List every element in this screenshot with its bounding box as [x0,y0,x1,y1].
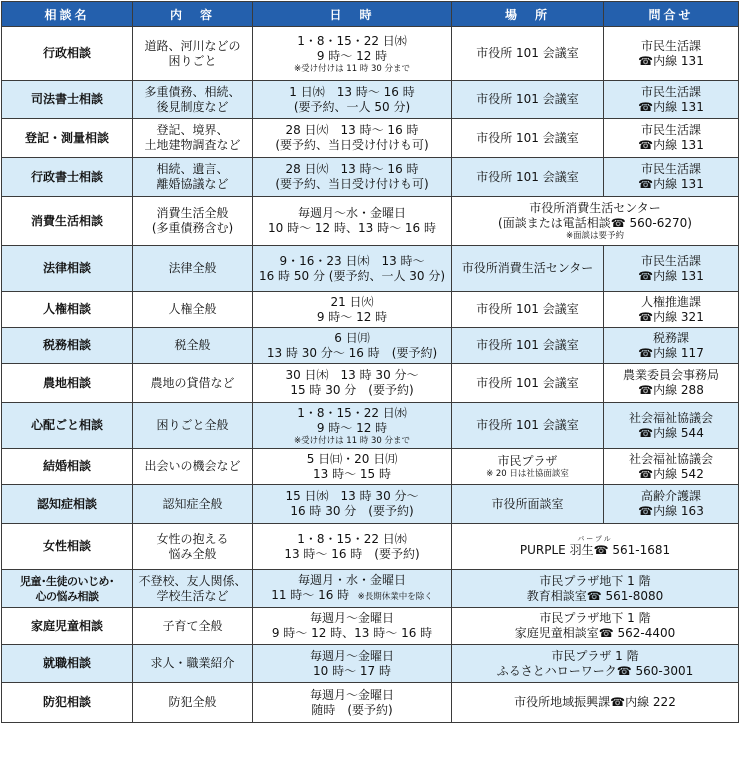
content-line: 登記、境界、 [156,123,229,137]
contact-line: 農業委員会事務局 [622,368,719,382]
consultation-contact [604,449,739,485]
header-place: 場 所 [452,2,604,27]
place-line: 市役所面談室 [491,496,564,511]
header-content: 内 容 [133,2,253,27]
datetime-line: 13 時～ 15 時 [313,466,391,481]
content-line: 多重債務、相続、 [144,84,241,99]
content-line: 消費生活全般 [156,206,229,220]
consultation-contact [604,27,739,81]
consultation-place [452,364,604,403]
content-line: 法律全般 [168,261,217,275]
header-datetime: 日 時 [253,2,452,27]
contact-line: 市民生活課 [640,123,701,137]
datetime-line: 10 時～ 17 時 [313,663,391,678]
consultation-name: 心配ごと相談 [2,403,133,449]
datetime-line: (要予約、一人 50 分) [293,99,411,114]
consultation-content [133,246,253,292]
content-line: 認知症全般 [162,496,223,511]
content-line: 後見制度など [156,99,229,114]
consultation-place [452,27,604,81]
consultation-name: 司法書士相談 [2,81,133,119]
content-line: 不登校、友人関係、 [138,573,247,588]
consultation-content [133,645,253,683]
consultation-content [133,119,253,158]
table-row [2,81,739,119]
consultation-datetime [253,570,452,608]
contact-line: ☎内線 131 [638,138,704,152]
consultation-content [133,197,253,246]
content-line: 離婚協議など [156,177,229,191]
consultation-datetime [253,246,452,292]
consultation-datetime [253,197,452,246]
contact-line: 社会福祉協議会 [628,410,713,425]
place-contact-line: 市民プラザ地下 1 階 [539,611,651,625]
place-contact-line: 市民プラザ 1 階 [551,648,639,663]
place-line: 市役所 101 会議室 [476,46,579,60]
contact-line: 市民生活課 [640,162,701,176]
consultation-content [133,683,253,723]
table-row [2,608,739,645]
contact-line: 市民生活課 [640,84,701,99]
datetime-line: 13 時～ 16 時 (要予約) [284,546,420,561]
datetime-line: (要予約、当日受け付けも可) [275,177,429,191]
datetime-line: (要予約、当日受け付けも可) [275,138,429,152]
consultation-name: 防犯相談 [2,683,133,723]
place-line: 市役所 101 会議室 [476,338,579,352]
consultation-place [452,485,604,524]
place-contact-line: 市民プラザ地下 1 階 [539,573,651,588]
datetime-line: 16 時 50 分 (要予約、一人 30 分) [258,268,446,283]
place-line: 市役所 101 会議室 [476,418,579,432]
place-line: 市役所 101 会議室 [476,169,579,184]
content-line: 道路、河川などの [144,38,241,53]
datetime-line: 28 日㈫ 13 時～ 16 時 [285,123,419,137]
consultation-schedule-table [1,1,739,723]
contact-line: 市民生活課 [640,253,701,268]
table-header-row [2,2,739,27]
contact-line: ☎内線 131 [638,99,704,114]
place-contact-line: (面談または電話相談☎ 560-6270) [498,216,692,230]
table-row [2,246,739,292]
datetime-line: 10 時～ 12 時、13 時～ 16 時 [268,221,436,235]
consultation-content [133,485,253,524]
header-contact: 問合せ [604,2,739,27]
datetime-note: ※受け付けは 11 時 30 分まで [293,63,411,74]
place-and-contact [452,608,739,645]
content-line: 求人・職業紹介 [150,656,235,670]
datetime-line: 28 日㈫ 13 時～ 16 時 [285,162,419,176]
content-line: 困りごと全般 [156,418,229,432]
place-and-contact [452,197,739,246]
place-and-contact [452,683,739,723]
table-body [2,27,739,723]
consultation-content [133,292,253,328]
consultation-name: 家庭児童相談 [2,608,133,645]
consultation-contact [604,119,739,158]
consultation-name: 人権相談 [2,292,133,328]
consultation-name-line: 心の悩み相談 [35,589,99,603]
consultation-contact [604,158,739,197]
datetime-note: ※長期休業中を除く [349,591,433,602]
contact-line: ☎内線 163 [638,504,704,518]
table-row [2,524,739,570]
consultation-content [133,364,253,403]
consultation-contact [604,81,739,119]
table-row [2,292,739,328]
consultation-content [133,524,253,570]
datetime-line: 30 日㈭ 13 時 30 分～ [285,368,419,382]
datetime-line: 15 時 30 分 (要予約) [290,383,414,397]
datetime-line: 毎週月～金曜日 [309,687,394,702]
consultation-content [133,403,253,449]
contact-line: ☎内線 542 [638,466,704,481]
datetime-line: 21 日㈫ [330,294,374,309]
consultation-place [452,292,604,328]
consultation-place [452,403,604,449]
table-row [2,328,739,364]
content-line: 防犯全般 [168,695,217,709]
datetime-line: 9 時～ 12 時、13 時～ 16 時 [271,626,433,640]
contact-line: 社会福祉協議会 [628,451,713,466]
consultation-contact [604,364,739,403]
consultation-content [133,81,253,119]
table-row [2,197,739,246]
datetime-line: 毎週月・水・金曜日 [297,572,406,587]
table-row [2,158,739,197]
content-line: 農地の貸借など [150,375,235,390]
datetime-line: 毎週月～金曜日 [309,611,394,625]
place-contact-line: PURPLE 羽生☎ 561-1681 [519,542,671,557]
contact-line: ☎内線 131 [638,268,704,283]
place-line: 市役所 101 会議室 [476,92,579,106]
datetime-time: 11 時～ 16 時 [271,587,350,602]
consultation-name: 行政相談 [2,27,133,81]
consultation-datetime [253,524,452,570]
datetime-line: 9・16・23 日㈭ 13 時～ [279,253,425,268]
content-line: 土地建物調査など [144,138,241,152]
consultation-name: 結婚相談 [2,449,133,485]
place-line: 市役所 101 会議室 [476,130,579,145]
contact-line: ☎内線 131 [638,177,704,191]
datetime-line: 9 時～ 12 時 [316,48,388,63]
consultation-datetime [253,292,452,328]
place-line: 市役所消費生活センター [461,261,594,275]
place-contact-line: ふるさとハローワーク☎ 560-3001 [496,663,694,678]
content-line: 人権全般 [168,302,217,316]
table-row [2,27,739,81]
contact-line: ☎内線 321 [638,309,704,324]
consultation-contact [604,403,739,449]
content-line: 出会いの機会など [144,459,241,473]
place-and-contact [452,645,739,683]
table-row [2,485,739,524]
consultation-contact [604,328,739,364]
consultation-place [452,246,604,292]
consultation-name: 認知症相談 [2,485,133,524]
consultation-name-line: 児童･生徒のいじめ･ [20,574,114,588]
consultation-name: 税務相談 [2,328,133,364]
consultation-name: 女性相談 [2,524,133,570]
place-line: 市役所 101 会議室 [476,375,579,390]
consultation-content [133,570,253,608]
contact-line: 税務課 [652,330,689,345]
contact-line: ☎内線 117 [638,345,704,360]
datetime-line: 9 時～ 12 時 [316,420,388,435]
consultation-name: 行政書士相談 [2,158,133,197]
consultation-place [452,158,604,197]
consultation-datetime [253,449,452,485]
content-line: 子育て全般 [162,618,223,633]
place-contact-line: 市役所消費生活センター [529,201,661,215]
datetime-note: ※受け付けは 11 時 30 分まで [293,435,411,446]
consultation-contact [604,292,739,328]
consultation-datetime [253,158,452,197]
place-contact-line: 教育相談室☎ 561-8080 [526,588,664,603]
datetime-line: 随時 (要予約) [311,702,393,717]
consultation-name: 就職相談 [2,645,133,683]
consultation-datetime [253,645,452,683]
consultation-content [133,449,253,485]
consultation-datetime [253,81,452,119]
content-line: 相続、遺言、 [156,162,229,176]
datetime-line: 6 日㈪ [334,330,370,345]
place-and-contact [452,524,739,570]
place-note: ※ 20 日は社協面談室 [486,469,569,479]
datetime-line: 1・8・15・22 日㈬ [297,531,407,546]
consultation-datetime [253,328,452,364]
consultation-name: 法律相談 [2,246,133,292]
consultation-place [452,328,604,364]
contact-line: ☎内線 131 [638,53,704,68]
content-line: 困りごと [168,53,217,68]
consultation-datetime [253,485,452,524]
consultation-place [452,81,604,119]
table-row [2,364,739,403]
consultation-content [133,328,253,364]
consultation-content [133,608,253,645]
place-note: ※面談は要予約 [565,231,625,241]
consultation-place [452,119,604,158]
consultation-place [452,449,604,485]
table-row [2,645,739,683]
contact-line: 高齢介護課 [640,489,701,503]
consultation-name [2,570,133,608]
consultation-contact [604,246,739,292]
table-row [2,403,739,449]
content-line: 税全般 [174,338,211,352]
datetime-line: 9 時～ 12 時 [316,309,388,324]
ruby-reading: パープル [577,534,613,543]
contact-line: 人権推進課 [640,294,701,309]
contact-line: 市民生活課 [640,38,701,53]
consultation-name: 登記・測量相談 [2,119,133,158]
place-contact-line: 市役所地域振興課☎内線 222 [514,695,676,709]
contact-line: ☎内線 288 [638,383,704,397]
datetime-line: 13 時 30 分～ 16 時 (要予約) [266,345,438,360]
datetime-line: 1・8・15・22 日㈬ [297,405,407,420]
consultation-content [133,27,253,81]
content-line: (多重債務含む) [151,221,234,235]
place-contact-line: 家庭児童相談室☎ 562-4400 [514,626,676,640]
consultation-datetime [253,683,452,723]
content-line: 学校生活など [156,588,229,603]
consultation-datetime [253,119,452,158]
datetime-line: 1 日㈬ 13 時～ 16 時 [289,84,415,99]
table-row [2,119,739,158]
content-line: 女性の抱える [156,531,229,546]
consultation-name: 消費生活相談 [2,197,133,246]
consultation-datetime [253,403,452,449]
content-line: 悩み全般 [168,546,217,561]
table-row [2,449,739,485]
consultation-datetime [253,364,452,403]
consultation-name: 農地相談 [2,364,133,403]
consultation-datetime [253,27,452,81]
datetime-line: 毎週月～金曜日 [309,648,394,663]
header-consultation-name: 相談名 [2,2,133,27]
place-line: 市役所 101 会議室 [476,302,579,316]
place-line: 市民プラザ [497,454,558,468]
datetime-line: 15 日㈬ 13 時 30 分～ [285,489,419,503]
table-row [2,683,739,723]
contact-line: ☎内線 544 [638,425,704,440]
place-and-contact [452,570,739,608]
consultation-contact [604,485,739,524]
datetime-line: 5 日㈰・20 日㈪ [306,451,398,466]
consultation-content [133,158,253,197]
datetime-line: 毎週月～水・金曜日 [297,206,406,220]
table-row [2,570,739,608]
datetime-line [255,588,449,605]
consultation-datetime [253,608,452,645]
datetime-line: 1・8・15・22 日㈬ [297,33,407,48]
datetime-line: 16 時 30 分 (要予約) [290,504,414,518]
